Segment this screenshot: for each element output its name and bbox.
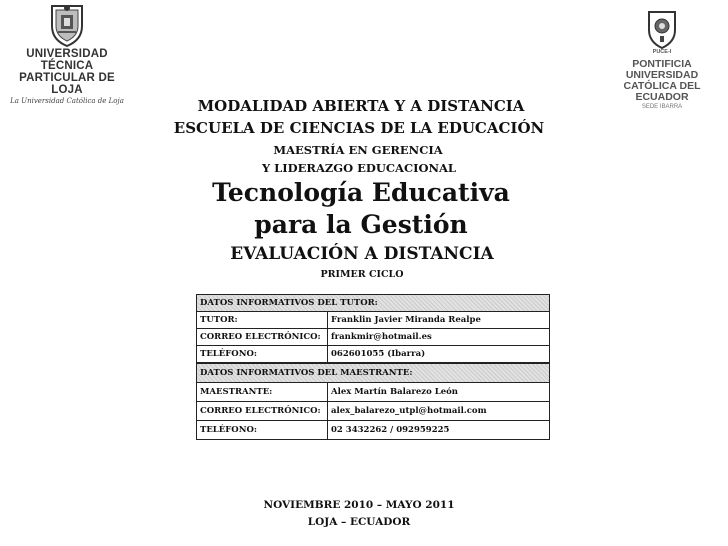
- puce-campus: SEDE IBARRA: [641, 104, 683, 111]
- puce-logo: [598, 8, 726, 110]
- evaluation-heading: EVALUACIÓN A DISTANCIA: [230, 244, 494, 264]
- table-header-row: [197, 295, 550, 312]
- subject-title-line2: para la Gestión: [254, 210, 468, 239]
- program-heading-line2: Y LIDERAZGO EDUCACIONAL: [261, 161, 457, 175]
- puce-crest-icon: [645, 8, 679, 50]
- location: LOJA – ECUADOR: [307, 516, 411, 528]
- student-info-table: [196, 363, 550, 440]
- modality-heading: MODALIDAD ABIERTA Y A DISTANCIA: [197, 97, 525, 115]
- table-header-row: [197, 364, 550, 383]
- table-row: [197, 421, 550, 440]
- utpl-logo: [2, 2, 132, 105]
- table-row: [197, 312, 550, 329]
- tutor-email-value: frankmir@hotmail.es: [328, 329, 550, 346]
- table-row: [197, 329, 550, 346]
- student-table-header: DATOS INFORMATIVOS DEL MAESTRANTE:: [197, 364, 550, 383]
- puce-seal-text: PUCE-I: [652, 49, 672, 55]
- utpl-tagline: La Universidad Católica de Loja: [10, 97, 124, 106]
- subject-title-line1: Tecnología Educativa: [212, 178, 510, 207]
- puce-name-line1: PONTIFICIA UNIVERSIDAD: [625, 58, 699, 82]
- student-email-label: CORREO ELECTRÓNICO:: [197, 402, 328, 421]
- school-heading: ESCUELA DE CIENCIAS DE LA EDUCACIÓN: [173, 119, 545, 137]
- student-label: MAESTRANTE:: [197, 383, 328, 402]
- cycle-label: PRIMER CICLO: [320, 269, 404, 280]
- student-phone-label: TELÉFONO:: [197, 421, 328, 440]
- date-range: NOVIEMBRE 2010 – MAYO 2011: [263, 499, 455, 511]
- table-row: [197, 346, 550, 363]
- tutor-phone-label: TELÉFONO:: [197, 346, 328, 363]
- utpl-name-line1: UNIVERSIDAD TÉCNICA: [26, 48, 108, 73]
- student-email-value: alex_balarezo_utpl@hotmail.com: [328, 402, 550, 421]
- tutor-label: TUTOR:: [197, 312, 328, 329]
- tutor-table-header: DATOS INFORMATIVOS DEL TUTOR:: [197, 295, 550, 312]
- utpl-crest-icon: [44, 2, 90, 48]
- tutor-info-table: [196, 294, 550, 363]
- puce-name-line2: CATÓLICA DEL ECUADOR: [623, 80, 701, 104]
- utpl-name-line2: PARTICULAR DE LOJA: [19, 72, 115, 97]
- program-heading-line1: MAESTRÍA EN GERENCIA: [273, 143, 443, 157]
- table-row: [197, 402, 550, 421]
- student-value: Alex Martín Balarezo León: [328, 383, 550, 402]
- tutor-email-label: CORREO ELECTRÓNICO:: [197, 329, 328, 346]
- table-row: [197, 383, 550, 402]
- student-phone-value: 02 3432262 / 092959225: [328, 421, 550, 440]
- tutor-phone-value: 062601055 (Ibarra): [328, 346, 550, 363]
- tutor-value: Franklin Javier Miranda Realpe: [328, 312, 550, 329]
